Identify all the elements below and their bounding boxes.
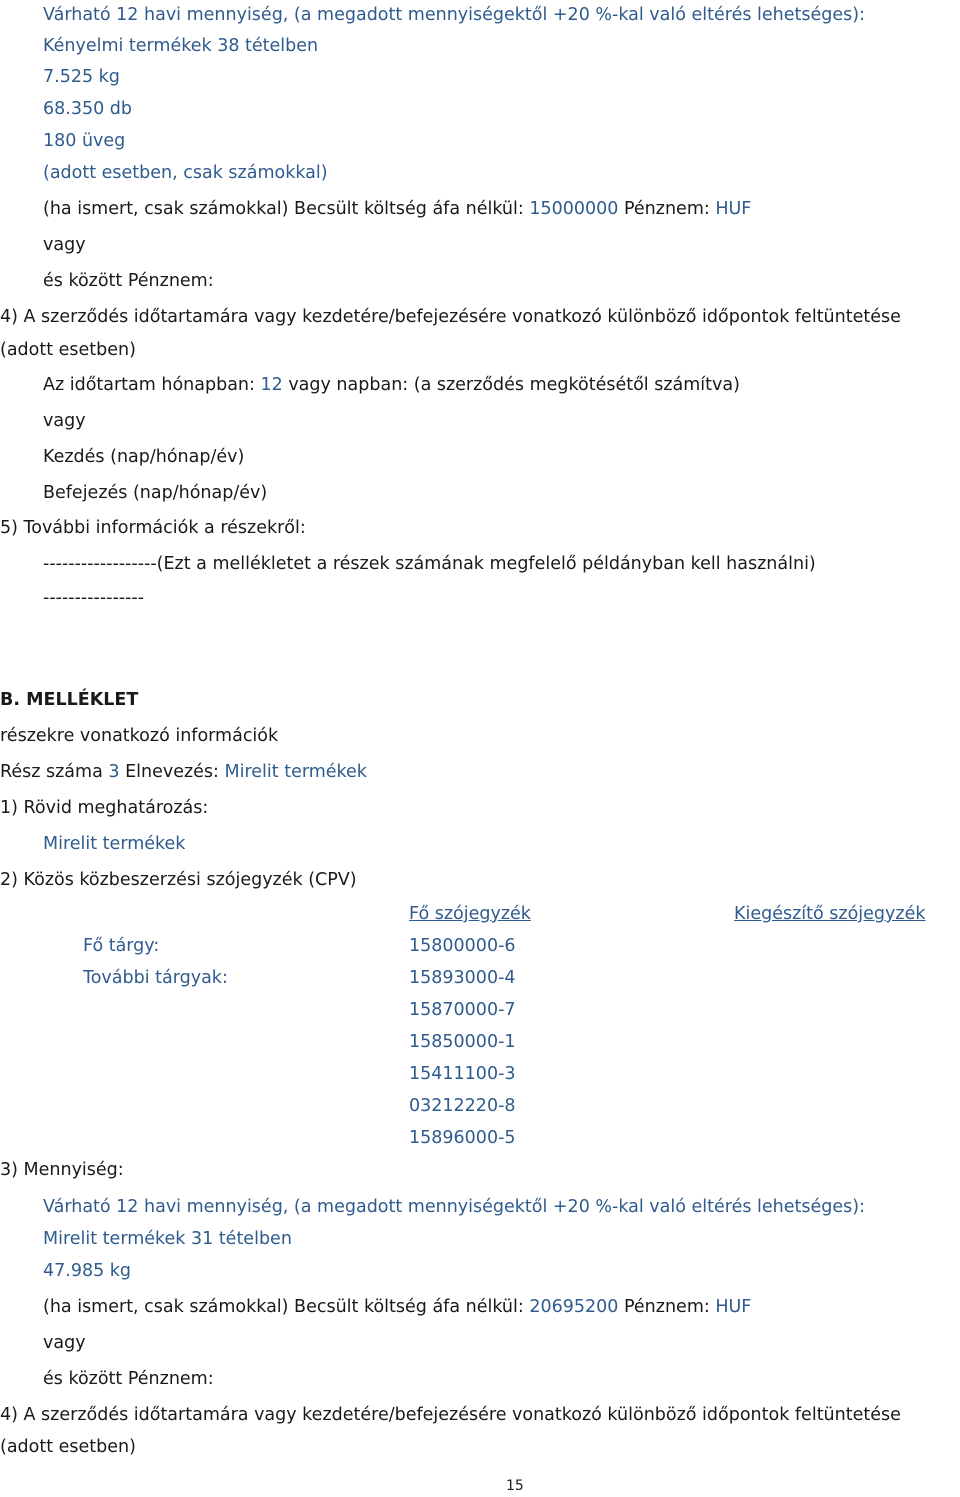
additional-objects-label: További tárgyak:: [83, 968, 228, 988]
duration-suffix: vagy napban: (a szerződés megkötésétől számítva): [282, 375, 740, 395]
estimated-cost-line: [43, 1296, 751, 1318]
cpv-supplementary-header: Kiegészítő szójegyzék: [734, 904, 926, 924]
additional-code: 15896000-5: [409, 1128, 516, 1148]
currency-label: Pénznem:: [618, 199, 716, 219]
estimated-cost-line: [43, 198, 751, 220]
start-date-label: Kezdés (nap/hónap/év): [43, 447, 245, 467]
end-date-label: Befejezés (nap/hónap/év): [43, 483, 268, 503]
section4-title: 4) A szerződés időtartamára vagy kezdetére/befejezésére vonatkozó különböző időpontok feltüntetése: [0, 307, 901, 327]
cpv-main-header: Fő szójegyzék: [409, 904, 531, 924]
part-info-line: [0, 761, 367, 783]
main-object-code: 15800000-6: [409, 936, 516, 956]
item-description: Kényelmi termékek 38 tételben: [43, 36, 319, 56]
item-description: Mirelit termékek 31 tételben: [43, 1229, 292, 1249]
part-name: Mirelit termékek: [224, 762, 367, 782]
duration-prefix: Az időtartam hónapban:: [43, 375, 261, 395]
short-desc-title: 1) Rövid meghatározás:: [0, 798, 209, 818]
quantity-kg: 47.985 kg: [43, 1261, 132, 1281]
additional-code: 15893000-4: [409, 968, 516, 988]
quantity-kg: 7.525 kg: [43, 67, 120, 87]
quantity-title: 3) Mennyiség:: [0, 1160, 124, 1180]
dash-end: ----------------: [43, 588, 145, 608]
cost-prefix: (ha ismert, csak számokkal) Becsült költség áfa nélkül:: [43, 199, 530, 219]
section4-title: 4) A szerződés időtartamára vagy kezdetére/befejezésére vonatkozó különböző időpontok feltüntetése: [0, 1405, 901, 1425]
currency-label: Pénznem:: [618, 1297, 716, 1317]
additional-code: 15850000-1: [409, 1032, 516, 1052]
or-text: vagy: [43, 235, 86, 255]
numbers-only-note: (adott esetben, csak számokkal): [43, 163, 328, 183]
additional-code: 15411100-3: [409, 1064, 516, 1084]
section5-title: 5) További információk a részekről:: [0, 518, 306, 538]
currency-value: HUF: [715, 199, 752, 219]
additional-code: 15870000-7: [409, 1000, 516, 1020]
cpv-title: 2) Közös közbeszerzési szójegyzék (CPV): [0, 870, 357, 890]
part-number: 3: [108, 762, 120, 782]
currency-value: HUF: [715, 1297, 752, 1317]
cost-prefix: (ha ismert, csak számokkal) Becsült költség áfa nélkül:: [43, 1297, 530, 1317]
expected-quantity-text: Várható 12 havi mennyiség, (a megadott mennyiségektől +20 %-kal való eltérés lehetséges):: [43, 1197, 865, 1217]
short-desc: Mirelit termékek: [43, 834, 186, 854]
dash-note: ------------------(Ezt a mellékletet a részek számának megfelelő példányban kell használni): [43, 554, 816, 574]
annex-title: B. MELLÉKLET: [0, 690, 139, 710]
main-object-label: Fő tárgy:: [83, 936, 160, 956]
or-text: vagy: [43, 1333, 86, 1353]
additional-code: 03212220-8: [409, 1096, 516, 1116]
section4-subtitle: (adott esetben): [0, 340, 136, 360]
quantity-bottle: 180 üveg: [43, 131, 126, 151]
cost-value: 15000000: [529, 199, 619, 219]
expected-quantity-text: Várható 12 havi mennyiség, (a megadott mennyiségektől +20 %-kal való eltérés lehetséges):: [43, 5, 865, 25]
page-number: 15: [506, 1478, 524, 1494]
duration-line: [43, 374, 740, 396]
duration-value: 12: [260, 375, 283, 395]
quantity-db: 68.350 db: [43, 99, 133, 119]
between-currency: és között Pénznem:: [43, 271, 214, 291]
part-label: Rész száma: [0, 762, 109, 782]
annex-subtitle: részekre vonatkozó információk: [0, 726, 279, 746]
name-label: Elnevezés:: [119, 762, 225, 782]
or-text: vagy: [43, 411, 86, 431]
cost-value: 20695200: [529, 1297, 619, 1317]
section4-subtitle: (adott esetben): [0, 1437, 136, 1457]
between-currency: és között Pénznem:: [43, 1369, 214, 1389]
